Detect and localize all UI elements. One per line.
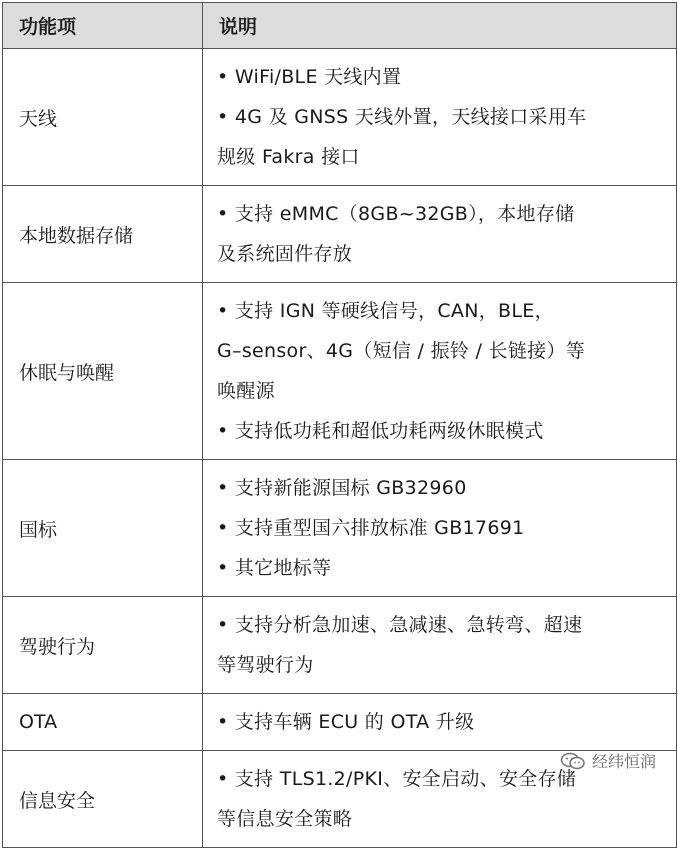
description-line: • 支持 IGN 等硬线信号，CAN，BLE， bbox=[217, 300, 554, 322]
feature-cell: OTA bbox=[3, 694, 203, 751]
description-line: • 支持新能源国标 GB32960 bbox=[217, 477, 467, 499]
description-line: • 4G 及 GNSS 天线外置，天线接口采用车 bbox=[217, 106, 587, 128]
description-line: 等驾驶行为 bbox=[217, 654, 314, 676]
header-feature: 功能项 bbox=[3, 3, 203, 49]
description-cell bbox=[203, 460, 677, 597]
spec-table bbox=[2, 2, 677, 848]
description-cell bbox=[203, 694, 677, 751]
description-line: 规级 Fakra 接口 bbox=[217, 146, 360, 168]
description-line: G–sensor、4G（短信 / 振铃 / 长链接）等 bbox=[217, 340, 586, 362]
header-row bbox=[3, 3, 677, 49]
description-line: • 支持 TLS1.2/PKI、安全启动、安全存储 bbox=[217, 768, 577, 790]
feature-cell: 信息安全 bbox=[3, 751, 203, 848]
header-description: 说明 bbox=[203, 3, 677, 49]
feature-cell: 休眠与唤醒 bbox=[3, 283, 203, 460]
description-cell bbox=[203, 283, 677, 460]
table-row bbox=[3, 460, 677, 597]
description-line: • 其它地标等 bbox=[217, 557, 332, 579]
description-cell bbox=[203, 186, 677, 283]
description-line: 等信息安全策略 bbox=[217, 808, 353, 830]
table-row bbox=[3, 597, 677, 694]
table-row bbox=[3, 694, 677, 751]
watermark bbox=[560, 749, 656, 772]
table-row bbox=[3, 49, 677, 186]
description-line: • WiFi/BLE 天线内置 bbox=[217, 66, 402, 88]
description-line: 及系统固件存放 bbox=[217, 243, 353, 265]
description-line: • 支持车辆 ECU 的 OTA 升级 bbox=[217, 711, 475, 733]
feature-cell: 驾驶行为 bbox=[3, 597, 203, 694]
table-row bbox=[3, 283, 677, 460]
description-line: 唤醒源 bbox=[217, 380, 275, 402]
feature-cell: 天线 bbox=[3, 49, 203, 186]
description-line: • 支持重型国六排放标准 GB17691 bbox=[217, 517, 525, 539]
wechat-icon bbox=[560, 752, 586, 770]
description-line: • 支持分析急加速、急减速、急转弯、超速 bbox=[217, 614, 583, 636]
description-line: • 支持 eMMC（8GB~32GB），本地存储 bbox=[217, 203, 575, 225]
description-line: • 支持低功耗和超低功耗两级休眠模式 bbox=[217, 420, 544, 442]
feature-cell: 本地数据存储 bbox=[3, 186, 203, 283]
feature-cell: 国标 bbox=[3, 460, 203, 597]
description-cell bbox=[203, 49, 677, 186]
watermark-text: 经纬恒润 bbox=[591, 752, 656, 771]
description-cell bbox=[203, 597, 677, 694]
table-row bbox=[3, 186, 677, 283]
